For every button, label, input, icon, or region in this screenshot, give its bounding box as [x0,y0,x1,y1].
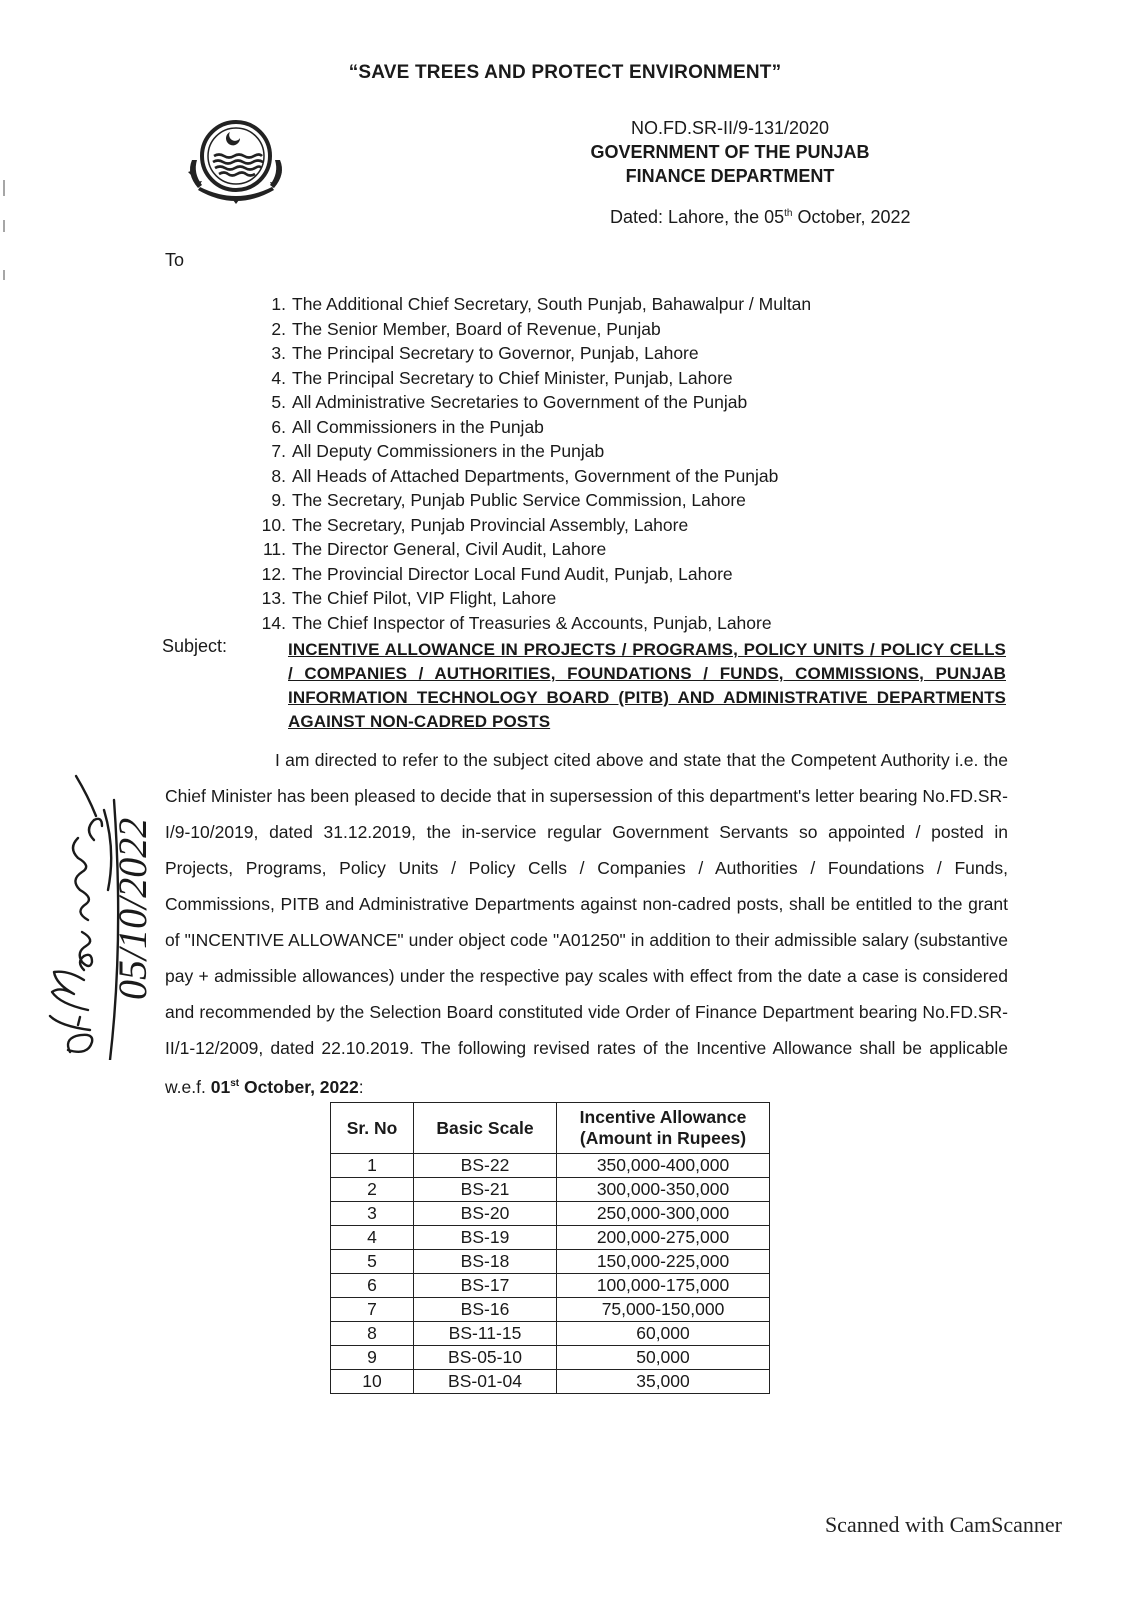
punjab-emblem-icon [178,112,294,212]
svg-text:05/10/2022: 05/10/2022 [110,817,155,1000]
recipient-text: The Additional Chief Secretary, South Punjab, Bahawalpur / Multan [292,294,812,314]
recipient-text: The Secretary, Punjab Provincial Assembly, Lahore [292,514,689,535]
recipient-item [252,292,811,317]
cell-sr-no: 10 [331,1370,414,1394]
cell-incentive-amount: 350,000-400,000 [557,1154,770,1178]
to-label: To [165,250,185,270]
body-paragraph: I am directed to refer to the subject cited above and state that the Competent Authority i.e. the Chief Minister has been pleased to decide that in supersession of this department's letter bearing No.FD.SR-I/9-10/2019, dated 31.12.2019, the in-service regular Government Servants so appointed / posted in Projects, Programs, Policy Units / Policy Cells / Companies / Authorities / Foundations / Funds, Commissions, PITB and Administrative Departments against non-cadred posts, shall be entitled to the grant of "INCENTIVE ALLOWANCE" under object code "A01250" in addition to their admissible salary (substantive pay + admissible allowances) under the respective pay scales with effect from the date a case is considered and recommended by the Selection Board constituted vide Order of Finance Department bearing No.FD.SR-II/1-12/2009, dated 22.10.2019. The following revised rates of the Incentive Allowance shall be applicable w.e.f. 01st October, 2022: [165,750,1008,1097]
cell-sr-no: 9 [331,1346,414,1370]
recipient-text: The Principal Secretary to Chief Minister, Punjab, Lahore [292,367,733,388]
recipient-number: 5. [271,392,286,412]
government-name: GOVERNMENT OF THE PUNJAB [590,142,870,162]
recipient-item [252,586,811,611]
handwritten-signature [28,640,168,1060]
table-row [331,1154,770,1178]
cell-sr-no: 5 [331,1250,414,1274]
recipient-item [252,562,811,587]
table-row [331,1226,770,1250]
reference-number: NO.FD.SR-II/9-131/2020 [630,118,830,138]
recipient-text: All Commissioners in the Punjab [292,416,544,437]
recipient-item [252,537,811,562]
recipient-text: The Senior Member, Board of Revenue, Punjab [292,318,661,339]
cell-incentive-amount: 200,000-275,000 [557,1226,770,1250]
recipient-number: 14. [261,612,286,633]
recipient-text: All Administrative Secretaries to Government of the Punjab [292,392,748,412]
header-sr-no: Sr. No [331,1103,414,1154]
cell-incentive-amount: 150,000-225,000 [557,1250,770,1274]
cell-incentive-amount: 300,000-350,000 [557,1178,770,1202]
table-body [331,1154,770,1394]
letter-header [560,116,900,188]
recipient-number: 8. [271,465,286,486]
recipient-item [252,439,811,464]
recipient-item [252,513,811,538]
table-row [331,1346,770,1370]
table-row [331,1250,770,1274]
table-row [331,1322,770,1346]
scanner-watermark: Scanned with CamScanner [824,1512,1062,1537]
cell-basic-scale: BS-05-10 [414,1346,557,1370]
recipient-item [252,390,811,415]
cell-sr-no: 1 [331,1154,414,1178]
cell-basic-scale: BS-16 [414,1298,557,1322]
table-row [331,1178,770,1202]
recipient-number: 4. [271,367,286,388]
cell-basic-scale: BS-01-04 [414,1370,557,1394]
subject-label: Subject: [162,636,228,656]
incentive-allowance-table [330,1102,770,1394]
recipient-number: 10. [261,514,286,535]
cell-sr-no: 7 [331,1298,414,1322]
cell-sr-no: 2 [331,1178,414,1202]
incentive-allowance-table-wrapper [330,1102,770,1394]
recipient-text: The Director General, Civil Audit, Lahore [292,539,607,559]
recipient-number: 7. [271,441,286,461]
letter-date: Dated: Lahore, the 05th October, 2022 [610,207,911,227]
cell-basic-scale: BS-11-15 [414,1322,557,1346]
cell-incentive-amount: 60,000 [557,1322,770,1346]
recipient-number: 11. [262,539,286,559]
cell-incentive-amount: 100,000-175,000 [557,1274,770,1298]
recipient-number: 3. [271,343,286,363]
cell-sr-no: 6 [331,1274,414,1298]
table-row [331,1298,770,1322]
recipient-text: All Heads of Attached Departments, Government of the Punjab [292,465,779,486]
cell-basic-scale: BS-21 [414,1178,557,1202]
table-row [331,1370,770,1394]
cell-incentive-amount: 50,000 [557,1346,770,1370]
scan-edge-marks [0,180,8,300]
recipient-item [252,488,811,513]
recipient-text: The Secretary, Punjab Public Service Commission, Lahore [292,490,746,510]
cell-sr-no: 3 [331,1202,414,1226]
cell-basic-scale: BS-19 [414,1226,557,1250]
effective-date: 01st October, 2022 [210,1076,359,1097]
cell-incentive-amount: 75,000-150,000 [557,1298,770,1322]
recipient-number: 12. [261,563,286,584]
recipient-item [252,464,811,489]
recipient-number: 1. [271,294,286,314]
recipient-item [252,366,811,391]
recipient-number: 9. [271,490,286,510]
recipient-number: 2. [271,318,286,339]
table-header-row [331,1103,770,1154]
recipient-text: The Principal Secretary to Governor, Punjab, Lahore [292,343,699,363]
department-name: FINANCE DEPARTMENT [625,166,835,186]
header-incentive-allowance: Incentive Allowance (Amount in Rupees) [557,1103,770,1154]
recipient-item [252,341,811,366]
table-row [331,1274,770,1298]
recipient-number: 13. [261,588,286,608]
recipient-item [252,317,811,342]
recipient-text: The Chief Inspector of Treasuries & Accounts, Punjab, Lahore [292,612,772,633]
cell-basic-scale: BS-20 [414,1202,557,1226]
cell-sr-no: 4 [331,1226,414,1250]
cell-basic-scale: BS-22 [414,1154,557,1178]
motto: “SAVE TREES AND PROTECT ENVIRONMENT” [348,62,782,83]
recipient-list [252,292,811,635]
recipient-text: The Chief Pilot, VIP Flight, Lahore [292,588,557,608]
cell-sr-no: 8 [331,1322,414,1346]
recipient-text: The Provincial Director Local Fund Audit, Punjab, Lahore [292,563,733,584]
recipient-item [252,415,811,440]
subject-text: INCENTIVE ALLOWANCE IN PROJECTS / PROGRAMS, POLICY UNITS / POLICY CELLS / COMPANIES / AUTHORITIES, FOUNDATIONS / FUNDS, COMMISSIONS, PUNJAB INFORMATION TECHNOLOGY BOARD (PITB) AND ADMINISTRATIVE DEPARTMENTS AGAINST NON-CADRED POSTS [288,640,1006,731]
cell-incentive-amount: 35,000 [557,1370,770,1394]
recipient-text: All Deputy Commissioners in the Punjab [292,441,605,461]
cell-basic-scale: BS-18 [414,1250,557,1274]
header-basic-scale: Basic Scale [414,1103,557,1154]
cell-incentive-amount: 250,000-300,000 [557,1202,770,1226]
recipient-number: 6. [271,416,286,437]
cell-basic-scale: BS-17 [414,1274,557,1298]
recipient-item [252,611,811,636]
table-row [331,1202,770,1226]
